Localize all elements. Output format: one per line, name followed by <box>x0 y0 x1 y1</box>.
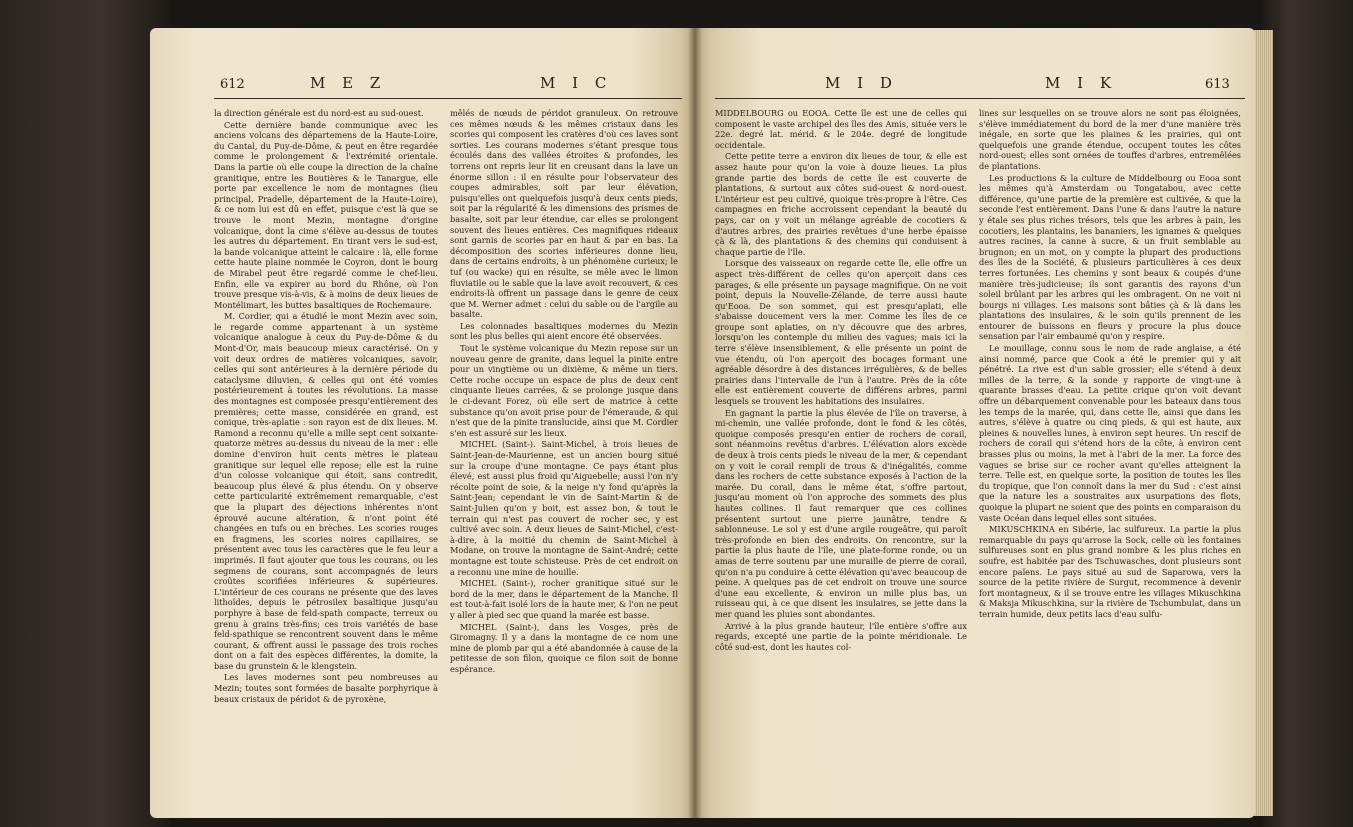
paragraph: Tout le système volcanique du Mezin repose sur un nouveau genre de granite, dans lequel la pinite entre pour un vingtième ou un dixième, & même un tiers. Cette roche occupe un espace de plus de deux cent cinquante lieues carrées, & se prolonge jusque dans le ci-devant Forez, où elle sert de matrice à cette substance qu'on avoit prise pour de l'émeraude, & qui n'est que de la pinite translucide, ainsi que M. Cordier s'en est assuré sur les lieux. <box>450 343 678 438</box>
left-page-number: 612 <box>220 77 245 92</box>
right-header-word-1: M I D <box>825 74 898 92</box>
paragraph: MICHEL (Saint-). Saint-Michel, à trois lieues de Saint-Jean-de-Maurienne, est un ancien bourg situé sur la croupe d'une montagne. Ce pays étant plus élevé, est aussi plus froid qu'Aiguebelle; aussi l'on n'y récolte point de soie, & la neige n'y fond qu'après la Saint-Jean; cependant le vin de Saint-Martin & de Saint-Julien qu'on y boit, est assez bon, & tout le terrain qui n'est pas couvert de rocher sec, y est cultivé avec soin. A deux lieues de Saint-Michel, c'est-à-dire, à la moitié du chemin de Saint-Michel à Modane, on trouve la montagne de Saint-André; cette montagne est toute schisteuse. Près de cet endroit on a reconnu une mine de houille. <box>450 439 678 577</box>
paragraph: lines sur lesquelles on se trouve alors ne sont pas éloignées, s'élève immédiatement du bord de la mer d'une manière très inégale, en sorte que les plaines & les prairies, qui ont quelquefois une grande étendue, occupent toutes les côtes nord-ouest; elles sont ornées de touffes d'arbres, entremêlées de plantations. <box>979 108 1241 171</box>
paragraph: Les colonnades basaltiques modernes du Mezin sont les plus belles qui aient encore été observées. <box>450 320 678 342</box>
right-page <box>695 28 1255 818</box>
left-column-2 <box>450 108 678 675</box>
paragraph: Lorsque des vaisseaux on regarde cette île, elle offre un aspect très-différent de celles qu'on aperçoit dans ces parages, & elle présente un paysage magnifique. On ne voit point, depuis la Nouvelle-Zélande, de terre aussi haute qu'Eooa. De son sommet, qui est presqu'aplati, elle s'abaisse doucement vers la mer. Comme les îles de ce groupe sont aplaties, on n'y découvre que des arbres, lorsqu'on les contemple du milieu des vagues; mais ici la terre s'élève insensiblement, & elle présente un point de vue étendu, où l'on aperçoit des bocages formant une agréable désordre à des distances irrégulières, & de belles prairies dans l'intervalle de l'un à l'autre. Près de la côte elle est entièrement couverte de différens arbres, parmi lesquels se trouvent les habitations des insulaires. <box>715 258 967 407</box>
paragraph: MIKUSCHKINA en Sibérie, lac sulfureux. La partie la plus remarquable du pays qu'arrose la Sock, celle où les fontaines sulfureuses sont en plus grand nombre & les plus riches en soufre, est habitée par des Tschuwasches, dont plusieurs sont encore païens. Le pays situé au sud de Saparowa, vers la source de la petite rivière de Surgut, recommence à devenir fort montagneux, & il se trouve entre les villages Mikuschkina & Maksja Mikuschkina, sur la rivière de Tschumbulat, dans un terrain humide, deux petits lacs d'eau sulfu- <box>979 524 1241 619</box>
right-header-word-2: M I K <box>1045 74 1118 92</box>
paragraph: mêlés de nœuds de péridot granuleux. On retrouve ces mêmes nœuds & les mêmes cristaux dans les scories qui composent les cratères d'où ces laves sont sorties. Les courans modernes s'étant presque tous écoulés dans des vallées étroites & profondes, les torrens ont repris leur lit en creusant dans la lave un énorme sillon : il en résulte pour l'observateur des coupes admirables, soit par leur élévation, puisqu'elles ont quelquefois jusqu'à deux cents pieds, soit par la régularité & les dimensions des prismes de basalte, soit par leur étendue, car elles se prolongent souvent des lieues entières. Ces magnifiques rideaux sont garnis de scories par en haut & par en bas. La décomposition des scories inférieures donne lieu, dans de certains endroits, à un phénomène curieux; le tuf (ou wacke) qui en résulte, se mêle avec le limon fluviatile ou le sable que la lave avoit recouvert, & ces endroits-là offrent un passage dans le genre de ceux que M. Werner admet : celui du sable ou de l'argile au basalte. <box>450 108 678 320</box>
book-gutter <box>688 28 702 818</box>
paragraph: MICHEL (Saint-), rocher granitique situé sur le bord de la mer, dans le département de la Manche. Il est tout-à-fait isolé lors de la haute mer, & l'on ne peut y aller à pied sec que quand la marée est basse. <box>450 578 678 620</box>
left-header-word-1: M E Z <box>310 74 387 92</box>
right-header-rule <box>715 98 1245 99</box>
paragraph: Cette petite terre a environ dix lieues de tour, & elle est assez haute pour qu'on la voie à douze lieues. La plus grande partie des bords de cette île est couverte de plantations, & surtout aux côtes sud-ouest & nord-ouest. L'intérieur est peu cultivé, quoique très-propre à l'être. Ces campagnes en friche accroissent cependant la beauté du pays, car on y voit un mélange agréable de cocotiers & d'autres arbres, des prairies revêtues d'une herbe épaisse çà & là, des plantations & des chemins qui conduisent à chaque partie de l'île. <box>715 151 967 257</box>
paragraph: Le mouillage, connu sous le nom de rade anglaise, a été ainsi nommé, parce que Cook a été le premier qui y ait pénétré. La rive est d'un sable grossier; elle s'étend à deux milles de la terre, & la sonde y rapporte de vingt-une à quarante brasses d'eau. La petite crique qu'on voit devant offre un débarquement convenable pour les bateaux dans tous les temps de la marée, qui, dans cette île, ainsi que dans les autres, s'élève à quatre ou cinq pieds, & qui est haute, aux pleines & nouvelles lunes, à environ sept heures. Un rescif de rochers de corail qui s'étend hors de la côte, à environ cent brasses plus ou moins, la met à l'abri de la mer. La force des vagues se brise sur ce rocher avant qu'elles atteignent la terre. Telle est, en quelque sorte, la position de toutes les îles du tropique, que l'on connoît dans la mer du Sud : c'est ainsi que la nature les a soustraites aux usurpations des flots, quoique la plupart ne soient que des points en comparaison du vaste Océan dans lequel elles sont situées. <box>979 343 1241 523</box>
paragraph: En gagnant la partie la plus élevée de l'île on traverse, à mi-chemin, une vallée profonde, dont le fond & les côtés, quoique composés presqu'en entier de rochers de corail, sont néanmoins revêtus d'arbres. L'élévation alors excède de deux à trois cents pieds le niveau de la mer, & cependant on y voit le corail rempli de trous & d'inégalités, comme dans les rochers de cette substance exposés à l'action de la marée. Du corail, dans le même état, s'offre partout, jusqu'au moment où l'on approche des sommets des plus hautes collines. Il faut remarquer que ces collines présentent surtout une pierre jaunâtre, tendre & sablonneuse. Le sol y est d'une argile rougeâtre, qui paroît très-profonde en bien des endroits. On rencontre, sur la partie la plus haute de l'île, une plate-forme ronde, ou un amas de terre soutenu par une muraille de pierre de corail, qu'on n'a pu conduire à cette élévation qu'avec beaucoup de peine. A quelques pas de cet endroit on trouve une source d'une eau excellente, & environ un mille plus bas, un ruisseau qui, à ce que disent les insulaires, se jette dans la mer quand les pluies sont abondantes. <box>715 407 967 619</box>
left-page <box>150 28 695 818</box>
paragraph: Les laves modernes sont peu nombreuses au Mezin; toutes sont formées de basalte porphyrique à beaux cristaux de péridot & de pyroxène, <box>214 672 438 704</box>
paragraph: Cette dernière bande communique avec les anciens volcans des départemens de la Haute-Loire, du Cantal, du Puy-de-Dôme, & peut en être regardée comme le prolongement & l'extrémité orientale. Dans la partie où elle coupe la direction de la chaîne granitique, entre les Boutières & le Tanargue, elle porte par excellence le nom de montagnes (lieu principal, Pradelle, département de la Haute-Loire), & ce nom lui est dû en effet, puisque c'est là que se trouve le mont Mezin, montagne d'origine volcanique, dont la cime s'élève au-dessus de toutes les autres du département. En tirant vers le sud-est, la bande volcanique atteint le calcaire : là, elle forme cette haute plaine nommée le Coyron, dont le bourg de Mirabel peut être regardé comme le chef-lieu. Enfin, elle va expirer au bord du Rhône, où l'on trouve presque vis-à-vis, & à moins de deux lieues de Montélimart, les buttes basaltiques de Rochemaure. <box>214 119 438 310</box>
paragraph: la direction générale est du nord-est au sud-ouest. <box>214 108 424 118</box>
left-header-word-2: M I C <box>540 74 613 92</box>
right-column-2 <box>979 108 1241 621</box>
page-edges <box>1253 30 1273 816</box>
right-column-1 <box>715 108 967 653</box>
paragraph: Arrivé à la plus grande hauteur, l'île entière s'offre aux regards, excepté une partie de la pointe méridionale. Le côté sud-est, dont les hautes col- <box>715 620 967 652</box>
left-column-1 <box>214 108 438 705</box>
left-header-rule <box>214 98 682 99</box>
book-cover-right <box>1263 0 1353 827</box>
paragraph: M. Cordier, qui a étudié le mont Mezin avec soin, le regarde comme appartenant à un système volcanique analogue à ceux du Puy-de-Dôme & du Mont-d'Or, mais beaucoup mieux caractérisé. On y voit deux ordres de matières volcaniques, savoir, celles qui sont antérieures à la dernière période du cataclysme diluvien, & celles qui ont été vomies postérieurement à toutes les révolutions. La masse des montagnes est composée presqu'entièrement des premières; cette masse, considérée en grand, est conique, très-aplatie : son rayon est de dix lieues. M. Ramond a reconnu qu'elle a mille sept cent soixante-quatorze mètres au-dessus du niveau de la mer : elle domine d'environ huit cents mètres le plateau granitique sur lequel elle repose; elle est la ruine d'un colosse volcanique qui étoit, sans contredit, beaucoup plus élevé & plus étendu. On y observe cette particularité extrêmement remarquable, c'est que la plupart des déjections inhérentes n'ont éprouvé aucune altération, & n'ont point été changées en tufs ou en brèches. Les scories rouges en fragmens, les scories noires capillaires, se présentent avec tous les caractères que le feu leur a imprimés. Il faut ajouter que tous les courans, ou les segmens de courans, sont accompagnés de leurs croûtes scorifiées inférieures & supérieures. L'intérieur de ces courans ne présente que des laves lithoïdes, depuis le pétrosilex basaltique jusqu'au porphyre à base de feld-spath compacte, terreux ou grenu à grains très-fins; ces trois variétés de base feld-spathique se rencontrent souvent dans le même courant, & offrent aussi le passage des trois roches dont on a fait des espèces différentes, la domite, la base du grunstein & le klengstein. <box>214 311 438 671</box>
paragraph: Les productions & la culture de Middelbourg ou Eooa sont les mêmes qu'à Amsterdam ou Tongatabou, avec cette différence, qu'une partie de la première est cultivée, & que la seconde l'est entièrement. Dans l'une & dans l'autre la nature y étale ses plus riches trésors, tels que les arbres à pain, les cocotiers, les plantains, les bananiers, les ignames & quelques autres racines, la canne à sucre, & un fruit semblable au brugnon; en un mot, on y compte la plupart des productions des îles de la Société, & plusieurs particulières à ces deux terres fortunées. Les chemins y sont beaux & coupés d'une manière très-judicieuse; ils sont garantis des rayons d'un soleil brûlant par les arbres qui les ombragent. On ne voit ni bourgs ni villages. Les maisons sont bâties çà & là dans les plantations des insulaires, & le soin qu'ils prennent de les entourer de buissons en fleurs y procure la plus douce sensation par l'air embaumé qu'on y respire. <box>979 172 1241 342</box>
book-cover-left <box>0 0 170 827</box>
paragraph: MIDDELBOURG ou EOOA. Cette île est une de celles qui composent le vaste archipel des îles des Amis, située vers le 22e. degré lat. mérid. & le 204e. degré de longitude occidentale. <box>715 108 967 150</box>
right-page-number: 613 <box>1205 77 1230 92</box>
paragraph: MICHEL (Saint-), dans les Vosges, près de Giromagny. Il y a dans la montagne de ce nom une mine de plomb par qui a été abandonnée à cause de la petitesse de son filon, quoique ce filon soit de bonne espérance. <box>450 621 678 674</box>
